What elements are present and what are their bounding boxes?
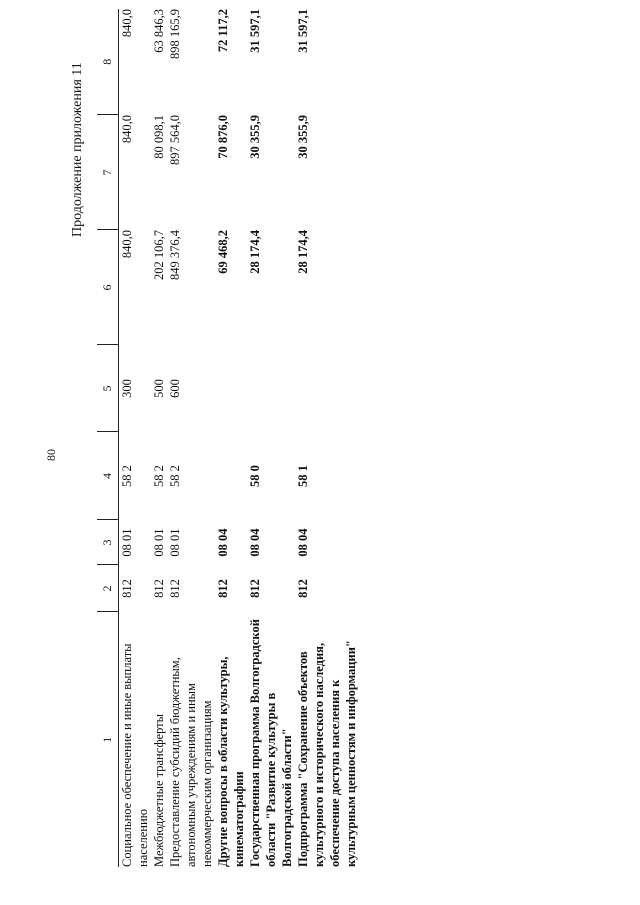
- cell-amount: 80 098,1: [152, 115, 166, 159]
- cell-expense-type: [247, 345, 295, 432]
- table-row: [295, 9, 359, 867]
- cell-expense-type: 300: [120, 379, 134, 398]
- cell-ministry: 812: [152, 579, 166, 598]
- cell-amount: 840,0: [120, 230, 134, 259]
- cell-amount: 849 376,4: [168, 230, 182, 280]
- cell-amount: 63 846,3: [152, 9, 166, 53]
- cell-program: 58 0: [248, 465, 262, 487]
- row-name: Межбюджетные трансферты: [152, 713, 166, 867]
- column-header: 8: [97, 9, 119, 115]
- cell-expense-type: 500: [152, 379, 166, 398]
- cell-ministry: 812: [296, 579, 310, 598]
- cell-expense-type: [215, 345, 247, 432]
- cell-section: 08 04: [216, 528, 230, 557]
- cell-section: 08 04: [248, 528, 262, 557]
- cell-amount: 31 597,1: [248, 9, 262, 53]
- cell-section: 08 01: [120, 528, 134, 557]
- cell-amount: 840,0: [120, 9, 134, 38]
- column-header: 5: [97, 345, 119, 432]
- cell-amount: 69 468,2: [216, 230, 230, 274]
- row-name: Другие вопросы в области культуры, кинематографии: [216, 656, 246, 867]
- cell-expense-type: 600: [168, 379, 182, 398]
- cell-section: 08 01: [168, 528, 182, 557]
- cell-ministry: 812: [216, 579, 230, 598]
- row-name: Социальное обеспечение и иные выплаты населению: [120, 643, 150, 867]
- table-row: [215, 9, 247, 867]
- table-header-row: [97, 9, 119, 867]
- cell-section: 08 04: [296, 528, 310, 557]
- table-row: [167, 9, 215, 867]
- page-number: 80: [44, 449, 58, 461]
- cell-program: 58 2: [120, 465, 134, 487]
- column-header: 7: [97, 115, 119, 230]
- row-name: Государственная программа Волгоградской области "Развитие культуры в Волгоградской области": [248, 619, 294, 867]
- appendix-table: [97, 9, 359, 867]
- table-row: [119, 9, 152, 867]
- cell-amount: 28 174,4: [248, 230, 262, 274]
- cell-ministry: 812: [248, 579, 262, 598]
- cell-program: 58 1: [296, 465, 310, 487]
- cell-program: 58 2: [168, 465, 182, 487]
- continuation-heading: Продолжение приложения 11: [70, 62, 85, 237]
- cell-section: 08 01: [152, 528, 166, 557]
- column-header: 2: [97, 565, 119, 612]
- cell-amount: 898 165,9: [168, 9, 182, 59]
- cell-amount: 30 355,9: [248, 115, 262, 159]
- cell-program: [215, 432, 247, 520]
- cell-expense-type: [295, 345, 359, 432]
- cell-program: 58 2: [152, 465, 166, 487]
- cell-ministry: 812: [120, 579, 134, 598]
- column-header: 3: [97, 520, 119, 565]
- cell-amount: 30 355,9: [296, 115, 310, 159]
- column-header: 4: [97, 432, 119, 520]
- cell-amount: 840,0: [120, 115, 134, 144]
- column-header: 1: [97, 612, 119, 867]
- cell-amount: 202 106,7: [152, 230, 166, 280]
- table-row: [151, 9, 167, 867]
- cell-amount: 70 876,0: [216, 115, 230, 159]
- cell-amount: 31 597,1: [296, 9, 310, 53]
- column-header: 6: [97, 230, 119, 345]
- row-name: Предоставление субсидий бюджетным, автономным учреждениям и иным некоммерческим организациям: [168, 657, 214, 867]
- table-row: [247, 9, 295, 867]
- row-name: Подпрограмма "Сохранение объектов культурного и исторического наследия, обеспечение доступа населения к культурным ценностям и информации": [296, 640, 358, 867]
- cell-amount: 28 174,4: [296, 230, 310, 274]
- cell-ministry: 812: [168, 579, 182, 598]
- cell-amount: 72 117,2: [216, 9, 230, 53]
- cell-amount: 897 564,0: [168, 115, 182, 165]
